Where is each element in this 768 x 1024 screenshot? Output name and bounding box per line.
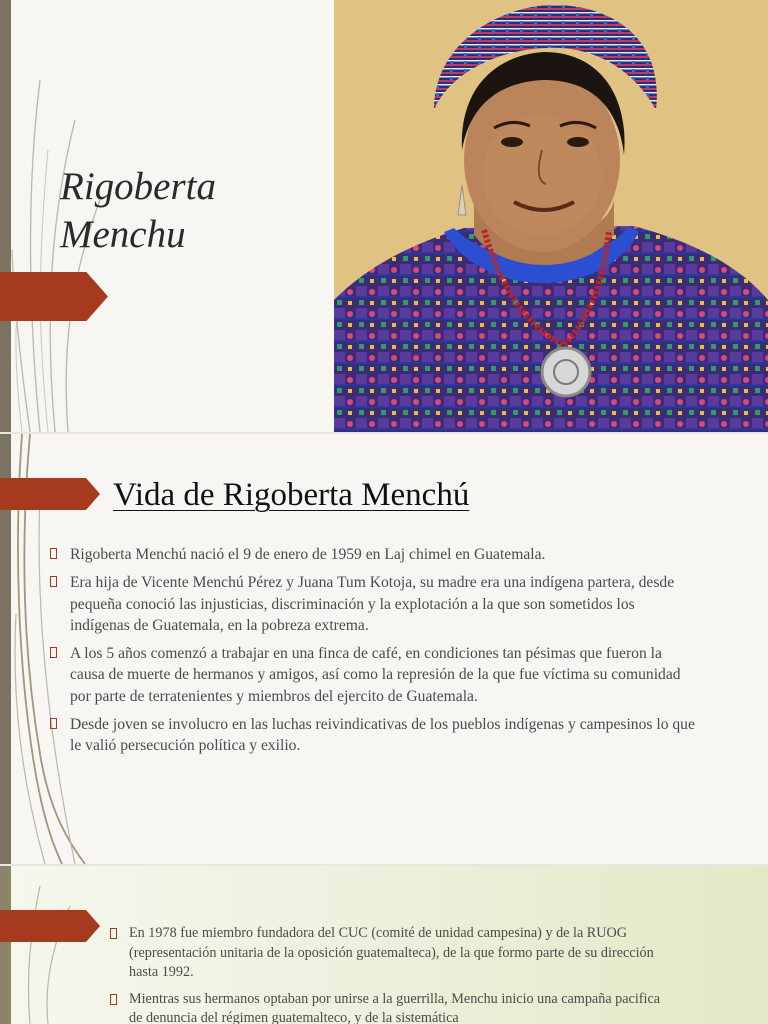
bullet-square-icon bbox=[50, 647, 57, 658]
accent-arrow bbox=[0, 272, 108, 321]
accent-arrow bbox=[0, 910, 100, 942]
list-item bbox=[48, 572, 698, 636]
bullet-text: En 1978 fue miembro fundadora del CUC (comité de unidad campesina) y de la RUOG (representación unitaria de la oposición guatemalteca), de la que formo parte de su dirección hasta 1992. bbox=[129, 925, 654, 980]
bullet-square-icon bbox=[50, 576, 57, 587]
title-line-2: Menchu bbox=[60, 213, 186, 256]
bullet-text: A los 5 años comenzó a trabajar en una finca de café, en condiciones tan pésimas que fueron la causa de muerte de hermanos y amigos, así como la represión de la que fue víctima su comunidad por parte de terratenientes y miembros del ejercito de Guatemala. bbox=[70, 645, 681, 705]
list-item bbox=[108, 924, 668, 983]
section-title: Vida de Rigoberta Menchú bbox=[113, 477, 470, 513]
bullet-list bbox=[48, 544, 698, 764]
bullet-text: Rigoberta Menchú nació el 9 de enero de 1959 en Laj chimel en Guatemala. bbox=[70, 546, 546, 563]
portrait-photo bbox=[334, 0, 768, 432]
bullet-text: Era hija de Vicente Menchú Pérez y Juana Tum Kotoja, su madre era una indígena partera, desde pequeña conoció las injusticias, discriminación y la explotación a la que son sometidos los indígenas de Guatemala, en la pobreza extrema. bbox=[70, 574, 675, 634]
bullet-text: Mientras sus hermanos optaban por unirse a la guerrilla, Menchu inicio una campaña pacifica de denuncia del régimen guatemalteco, y de la sistemática bbox=[129, 990, 661, 1024]
list-item bbox=[48, 643, 698, 707]
slide-title bbox=[0, 0, 768, 432]
title-line-1: Rigoberta bbox=[60, 165, 216, 208]
bullet-text: Desde joven se involucro en las luchas reivindicativas de los pueblos indígenas y campesinos lo que le valió persecución política y exilio. bbox=[70, 716, 695, 755]
bullet-square-icon bbox=[50, 548, 57, 559]
list-item bbox=[108, 990, 668, 1024]
slide-vida bbox=[0, 434, 768, 864]
bullet-square-icon bbox=[50, 718, 57, 729]
list-item bbox=[48, 714, 698, 757]
slide-continuation bbox=[0, 866, 768, 1024]
bullet-square-icon bbox=[110, 928, 117, 939]
side-bar bbox=[0, 0, 11, 432]
list-item bbox=[48, 544, 698, 565]
accent-arrow bbox=[0, 478, 100, 510]
slide-title-heading bbox=[60, 163, 216, 259]
bullet-square-icon bbox=[110, 994, 117, 1005]
bullet-list bbox=[108, 924, 668, 1024]
side-bar bbox=[0, 866, 11, 1024]
